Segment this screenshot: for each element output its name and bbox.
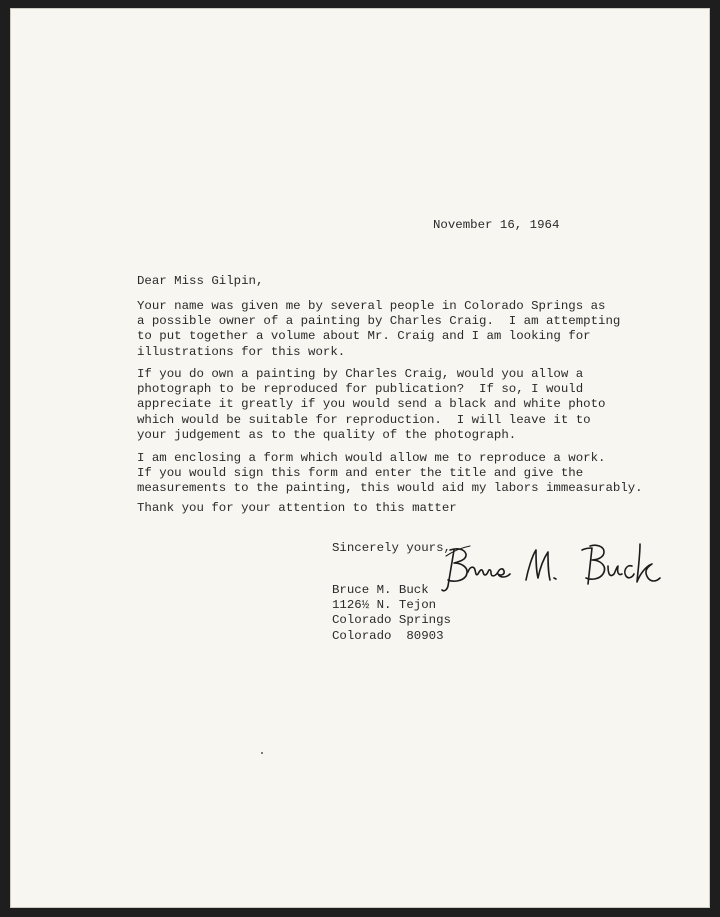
closing: Sincerely yours, bbox=[332, 541, 451, 555]
body-paragraph-3 bbox=[137, 451, 643, 497]
sender-name: Bruce M. Buck bbox=[332, 583, 429, 597]
sender-street: 1126½ N. Tejon bbox=[332, 598, 437, 613]
paragraph-line: If you do own a painting by Charles Craig, would you allow a bbox=[137, 367, 584, 381]
handwritten-signature bbox=[440, 536, 670, 600]
paragraph-line: illustrations for this work. bbox=[137, 344, 346, 359]
paragraph-line: your judgement as to the quality of the photograph. bbox=[137, 427, 517, 442]
body-paragraph-1 bbox=[137, 299, 620, 360]
sender-address bbox=[332, 583, 451, 644]
paragraph-line: photograph to be reproduced for publication? If so, I would bbox=[137, 382, 584, 397]
paragraph-line: If you would sign this form and enter the title and give the bbox=[137, 466, 584, 481]
letter-date: November 16, 1964 bbox=[433, 218, 560, 232]
letter-page bbox=[10, 8, 710, 908]
salutation: Dear Miss Gilpin, bbox=[137, 274, 264, 288]
sender-city: Colorado Springs bbox=[332, 613, 451, 628]
sender-state-zip: Colorado 80903 bbox=[332, 628, 444, 643]
paragraph-line: a possible owner of a painting by Charles Craig. I am attempting bbox=[137, 314, 621, 329]
paragraph-line: I am enclosing a form which would allow me to reproduce a work. bbox=[137, 451, 606, 465]
paragraph-line: to put together a volume about Mr. Craig and I am looking for bbox=[137, 329, 591, 344]
paragraph-line: measurements to the painting, this would aid my labors immeasurably. bbox=[137, 481, 643, 496]
body-paragraph-2 bbox=[137, 367, 605, 443]
paragraph-line: which would be suitable for reproduction. I will leave it to bbox=[137, 412, 591, 427]
ink-speck bbox=[261, 752, 263, 754]
paragraph-line: Your name was given me by several people in Colorado Springs as bbox=[137, 299, 606, 313]
body-paragraph-4 bbox=[137, 501, 457, 516]
paragraph-line: appreciate it greatly if you would send a black and white photo bbox=[137, 397, 606, 412]
paragraph-line: Thank you for your attention to this matter bbox=[137, 501, 457, 515]
